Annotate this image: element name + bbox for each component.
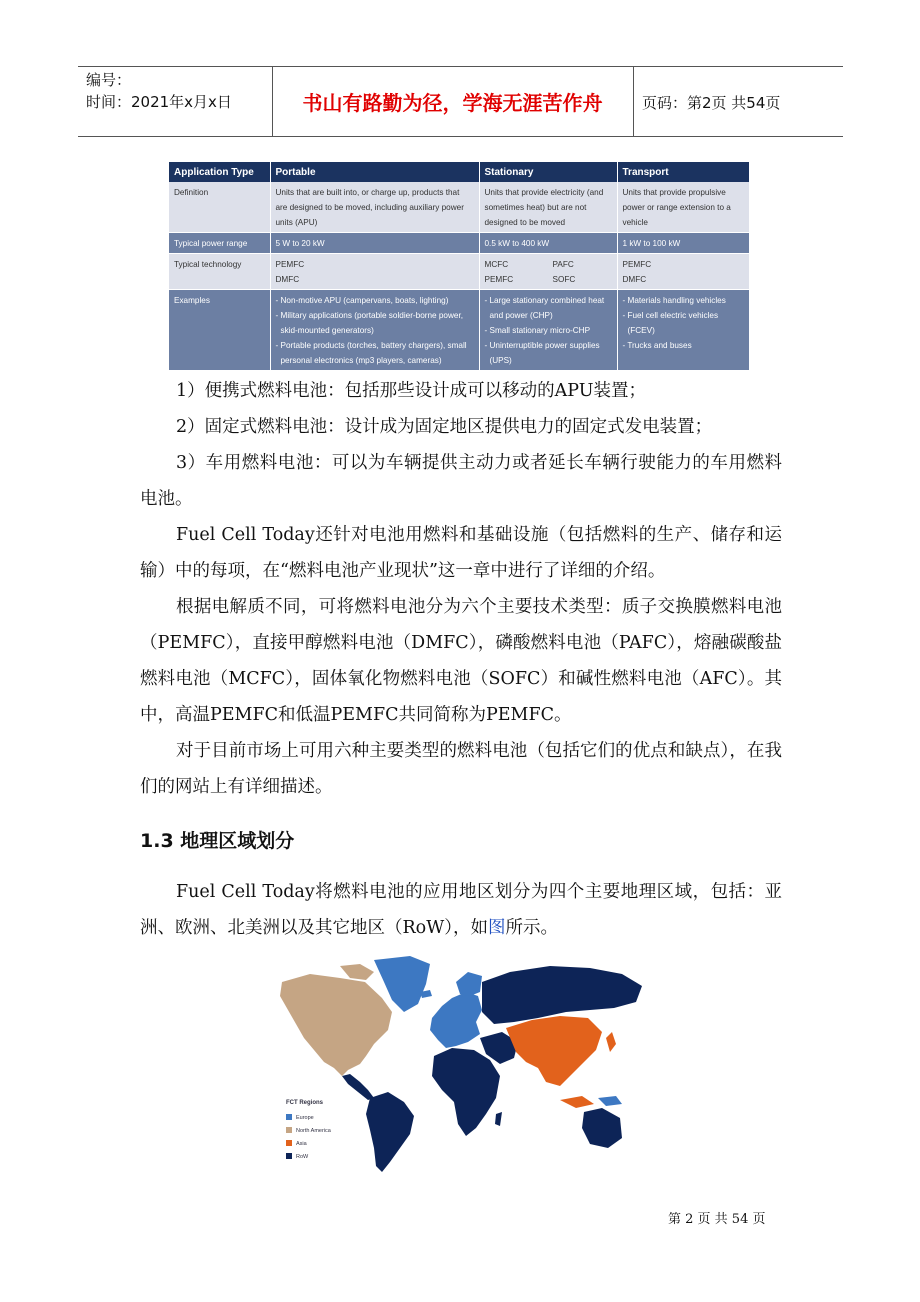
- cell-line: (FCEV): [627, 326, 655, 335]
- russia-region: [482, 966, 642, 1024]
- cell-line: Units that provide propulsive: [622, 188, 726, 197]
- cell-line: PEMFC: [622, 260, 652, 269]
- cell-line: - Large stationary combined heat: [484, 296, 605, 305]
- row-label: Typical power range: [169, 233, 270, 254]
- legend-label: Europe: [296, 1115, 314, 1121]
- table-row-examples: [169, 290, 749, 371]
- list-item-stationary: 2）固定式燃料电池：设计成为固定地区提供电力的固定式发电装置；: [176, 417, 713, 437]
- legend-swatch-row: [286, 1153, 292, 1159]
- asia-region: [506, 1016, 602, 1086]
- table-header-cell: Transport: [617, 162, 749, 182]
- cell-line: designed to be moved: [484, 218, 566, 227]
- page-footer: 第 2 页 共 54 页: [668, 1212, 766, 1227]
- legend-item: [286, 1153, 309, 1160]
- table-row-power-range: [169, 233, 749, 254]
- new-guinea-region: [598, 1096, 622, 1106]
- cell-line: (UPS): [489, 356, 512, 365]
- cell-line: [485, 272, 612, 287]
- tech-name: PAFC: [552, 260, 574, 269]
- world-regions-map: [270, 952, 650, 1174]
- north-america-region: [280, 974, 392, 1076]
- cell-line: sometimes heat) but are not: [484, 203, 587, 212]
- table-header-row: [169, 162, 749, 182]
- table-cell: 5 W to 20 kW: [270, 233, 479, 254]
- africa-region: [432, 1048, 500, 1136]
- cell-line: DMFC: [275, 275, 300, 284]
- table-cell: [617, 182, 749, 233]
- legend-item: [286, 1127, 332, 1134]
- table-cell: 1 kW to 100 kW: [617, 233, 749, 254]
- oceania-region: [582, 1108, 622, 1148]
- north-america-arctic: [340, 964, 374, 980]
- cell-line: skid-mounted generators): [280, 326, 374, 335]
- header-page-cell: [634, 67, 843, 136]
- central-america-region: [342, 1074, 374, 1100]
- scandinavia-region: [456, 972, 482, 996]
- south-america-region: [366, 1092, 414, 1172]
- japan-region: [606, 1032, 616, 1052]
- southeast-asia-islands: [560, 1096, 594, 1108]
- cell-line: - Trucks and buses: [622, 341, 692, 350]
- cell-line: - Materials handling vehicles: [622, 296, 726, 305]
- table-row-technology: [169, 254, 749, 290]
- paragraph-regions: [140, 874, 782, 946]
- paragraph-fct: Fuel Cell Today还针对电池用燃料和基础设施（包括燃料的生产、储存和运输）中的每项，在“燃料电池产业现状”这一章中进行了详细的介绍。: [140, 525, 782, 581]
- row-label: Examples: [169, 290, 270, 371]
- table-cell: [479, 254, 617, 290]
- number-label: 编号：: [86, 71, 132, 89]
- table-header-cell: Stationary: [479, 162, 617, 182]
- cell-line: - Uninterruptible power supplies: [484, 341, 600, 350]
- page-reference: 页码：第2页 共54页: [642, 94, 781, 112]
- regions-text-end: 所示。: [505, 918, 558, 938]
- list-item-transport: 3）车用燃料电池：可以为车辆提供主动力或者延长车辆行驶能力的车用燃料电池。: [140, 453, 782, 509]
- cell-line: and power (CHP): [489, 311, 553, 320]
- cell-line: personal electronics (mp3 players, cameras): [280, 356, 442, 365]
- cell-line: Units that provide electricity (and: [484, 188, 604, 197]
- header-motto-cell: [272, 67, 634, 136]
- table-cell: [270, 290, 479, 371]
- legend-swatch-europe: [286, 1114, 292, 1120]
- tech-name: MCFC: [484, 260, 509, 269]
- table-row-definition: [169, 182, 749, 233]
- header-meta-cell: [78, 67, 273, 136]
- application-type-table: [169, 162, 749, 371]
- legend-label: North America: [296, 1128, 331, 1134]
- table-cell: [617, 254, 749, 290]
- row-label: Typical technology: [169, 254, 270, 290]
- cell-line: [485, 257, 612, 272]
- regions-text: Fuel Cell Today将燃料电池的应用地区划分为四个主要地理区域，包括：亚洲、欧洲、北美洲以及其它地区（RoW），如: [140, 882, 782, 938]
- section-heading: 1.3 地理区域划分: [140, 830, 295, 852]
- cell-line: - Fuel cell electric vehicles: [622, 311, 719, 320]
- tech-name: SOFC: [552, 275, 576, 284]
- time-label: 时间：2021年x月x日: [86, 93, 232, 111]
- cell-line: are designed to be moved, including auxiliary power: [275, 203, 464, 212]
- legend-item: [286, 1140, 308, 1147]
- legend-swatch-asia: [286, 1140, 292, 1146]
- tech-name: PEMFC: [484, 275, 514, 284]
- cell-line: vehicle: [622, 218, 648, 227]
- table-cell: [617, 290, 749, 371]
- paragraph-types: 根据电解质不同，可将燃料电池分为六个主要技术类型：质子交换膜燃料电池（PEMFC），直接甲醇燃料电池（DMFC），磷酸燃料电池（PAFC），熔融碳酸盐燃料电池（MCFC），固体氧化物燃料电池（SOFC）和碱性燃料电池（AFC）。其中，高温PEMFC和低温PEMFC共同简称为PEMFC。: [140, 597, 782, 725]
- page-header: [78, 66, 843, 137]
- madagascar-region: [495, 1112, 502, 1126]
- table-header-cell: Application Type: [169, 162, 270, 182]
- legend-label: Asia: [296, 1141, 307, 1147]
- cell-line: PEMFC: [275, 260, 305, 269]
- table-cell: [479, 290, 617, 371]
- table-cell: [479, 182, 617, 233]
- legend-swatch-north-america: [286, 1127, 292, 1133]
- europe-region: [430, 992, 482, 1048]
- legend-item: [286, 1114, 314, 1121]
- cell-line: DMFC: [622, 275, 647, 284]
- cell-line: Units that are built into, or charge up, products that: [275, 188, 460, 197]
- legend-label: RoW: [296, 1154, 309, 1160]
- figure-link[interactable]: 图: [487, 918, 506, 938]
- legend-title: FCT Regions: [286, 1100, 323, 1106]
- row-label: Definition: [169, 182, 270, 233]
- cell-line: - Non-motive APU (campervans, boats, lighting): [275, 296, 449, 305]
- table-cell: 0.5 kW to 400 kW: [479, 233, 617, 254]
- list-item-portable: 1）便携式燃料电池：包括那些设计成可以移动的APU装置；: [176, 381, 646, 401]
- cell-line: - Small stationary micro-CHP: [484, 326, 591, 335]
- cell-line: power or range extension to a: [622, 203, 731, 212]
- cell-line: - Military applications (portable soldier-borne power,: [275, 311, 463, 320]
- table-cell: [270, 254, 479, 290]
- paragraph-website: 对于目前市场上可用六种主要类型的燃料电池（包括它们的优点和缺点），在我们的网站上有详细描述。: [140, 741, 782, 797]
- table-header-cell: Portable: [270, 162, 479, 182]
- table-cell: [270, 182, 479, 233]
- cell-line: units (APU): [275, 218, 318, 227]
- motto: 书山有路勤为径，学海无涯苦作舟: [302, 91, 603, 115]
- cell-line: - Portable products (torches, battery chargers), small: [275, 341, 467, 350]
